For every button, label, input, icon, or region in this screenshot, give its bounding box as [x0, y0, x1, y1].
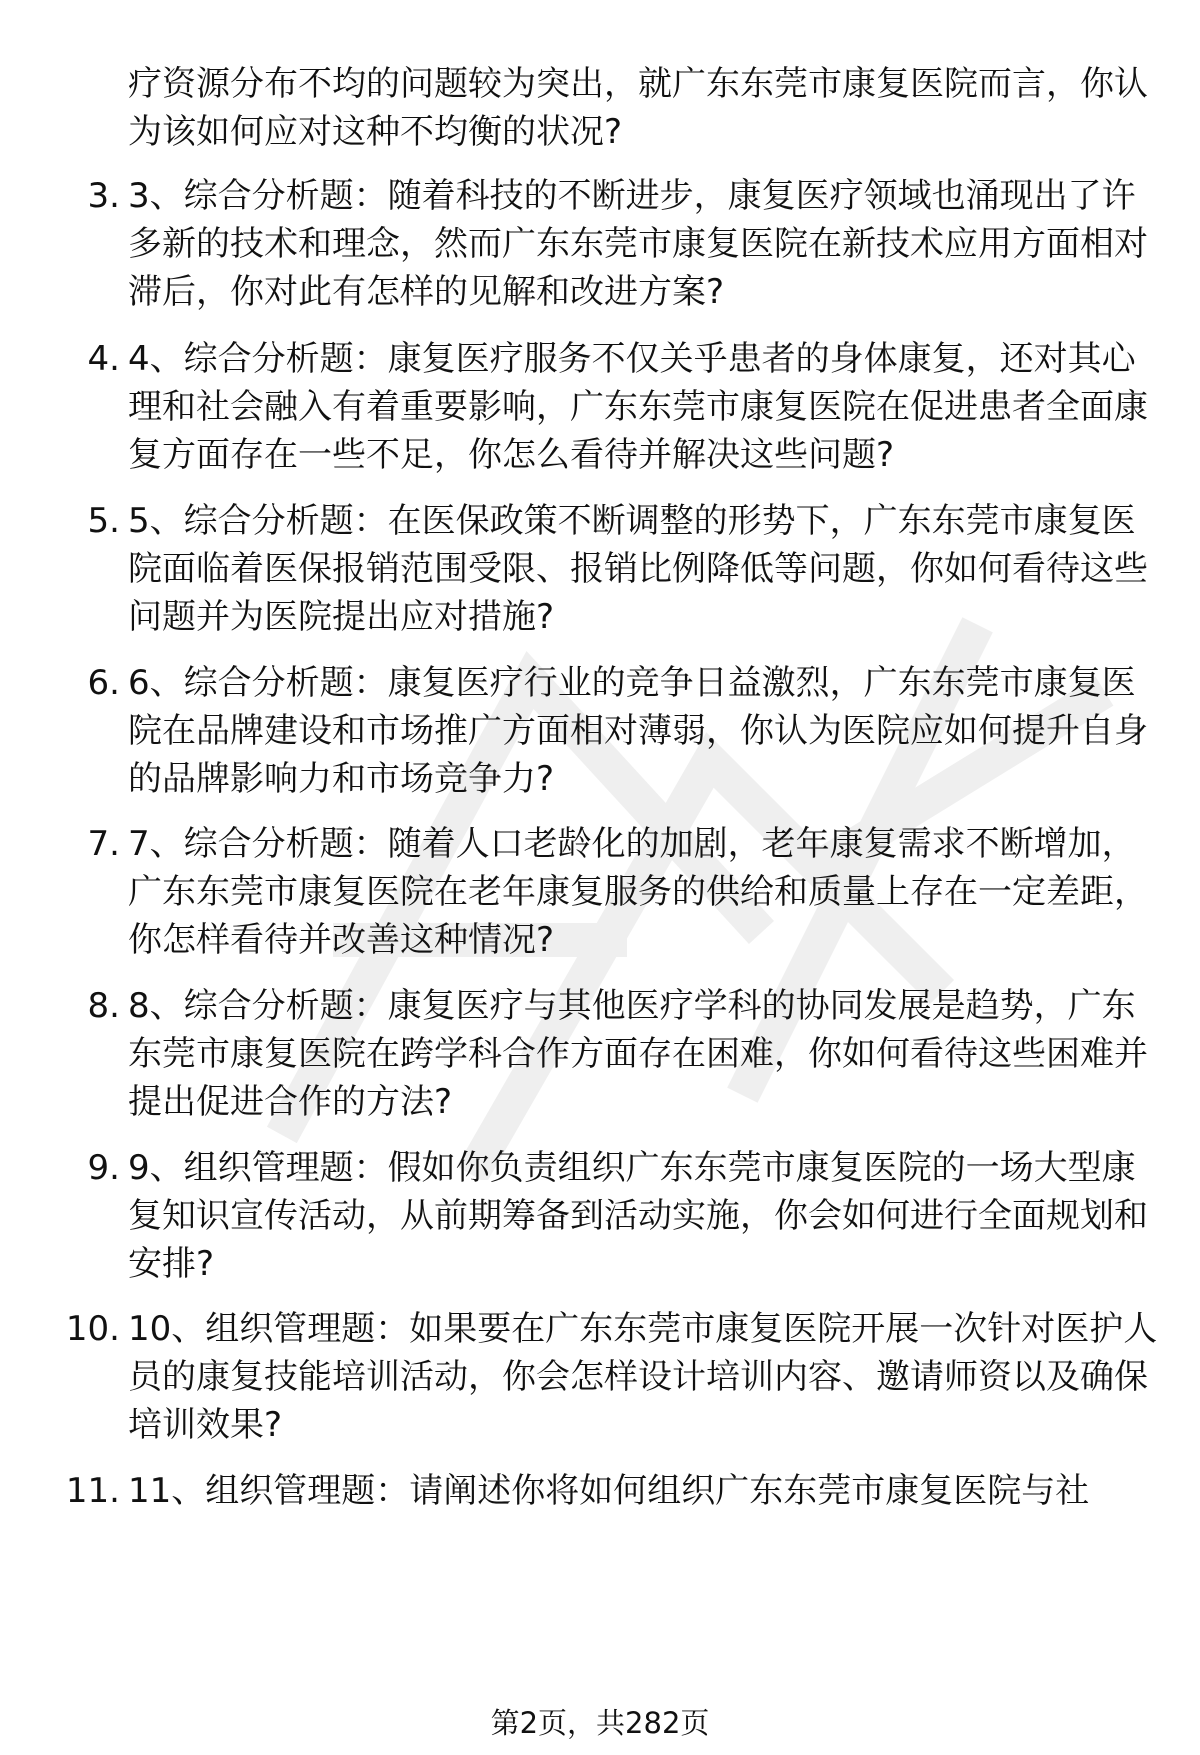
question-text: 疗资源分布不均的问题较为突出，就广东东莞市康复医院而言，你认为该如何应对这种不均衡的状况?	[128, 64, 1148, 152]
question-text: 7、综合分析题：随着人口老龄化的加剧，老年康复需求不断增加，广东东莞市康复医院在老年康复服务的供给和质量上存在一定差距，你怎样看待并改善这种情况?	[128, 824, 1148, 960]
question-number: 3.	[87, 176, 120, 216]
question-text: 3、综合分析题：随着科技的不断进步，康复医疗领域也涌现出了许多新的技术和理念，然而广东东莞市康复医院在新技术应用方面相对滞后，你对此有怎样的见解和改进方案?	[128, 176, 1148, 312]
question-number: 5.	[87, 501, 120, 541]
question-number: 9.	[87, 1148, 120, 1188]
question-number: 6.	[87, 663, 120, 703]
page-footer: 第2页，共282页	[490, 1706, 710, 1740]
question-text: 11、组织管理题：请阐述你将如何组织广东东莞市康复医院与社	[128, 1471, 1090, 1511]
question-number: 10.	[65, 1309, 120, 1349]
question-number: 11.	[65, 1471, 120, 1511]
question-number: 8.	[87, 986, 120, 1026]
question-number: 7.	[87, 824, 120, 864]
question-text: 9、组织管理题：假如你负责组织广东东莞市康复医院的一场大型康复知识宣传活动，从前期筹备到活动实施，你会如何进行全面规划和安排?	[128, 1148, 1148, 1284]
question-text: 5、综合分析题：在医保政策不断调整的形势下，广东东莞市康复医院面临着医保报销范围受限、报销比例降低等问题，你如何看待这些问题并为医院提出应对措施?	[128, 501, 1148, 637]
question-text: 6、综合分析题：康复医疗行业的竞争日益激烈，广东东莞市康复医院在品牌建设和市场推广方面相对薄弱，你认为医院应如何提升自身的品牌影响力和市场竞争力?	[128, 663, 1148, 799]
question-number: 4.	[87, 339, 120, 379]
question-text: 10、组织管理题：如果要在广东东莞市康复医院开展一次针对医护人员的康复技能培训活动，你会怎样设计培训内容、邀请师资以及确保培训效果?	[128, 1309, 1158, 1445]
question-text: 4、综合分析题：康复医疗服务不仅关乎患者的身体康复，还对其心理和社会融入有着重要影响，广东东莞市康复医院在促进患者全面康复方面存在一些不足，你怎么看待并解决这些问题?	[128, 339, 1148, 475]
question-text: 8、综合分析题：康复医疗与其他医疗学科的协同发展是趋势，广东东莞市康复医院在跨学科合作方面存在困难，你如何看待这些困难并提出促进合作的方法?	[128, 986, 1148, 1122]
